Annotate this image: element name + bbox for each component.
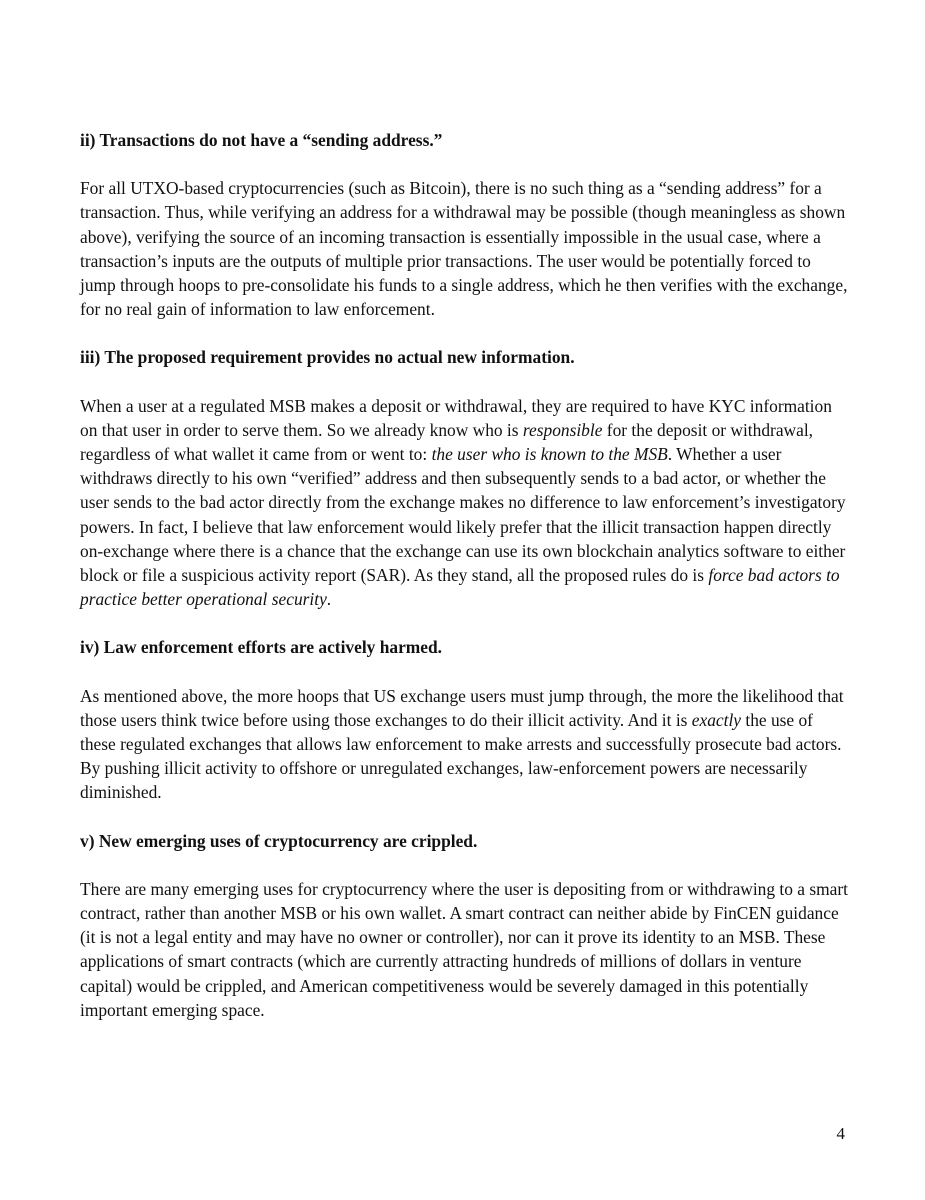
- paragraph-text: for the deposit or withdrawal, regardless of what wallet it came from or went to:: [80, 419, 814, 465]
- emphasis-text: force bad actors to practice better operational security: [80, 565, 840, 610]
- section-paragraph-no-new-information: [80, 394, 850, 612]
- section-heading-sending-address: ii) Transactions do not have a “sending address.”: [80, 130, 443, 150]
- emphasis-text: the user who is known to the MSB: [431, 444, 668, 465]
- section-heading-no-new-information: iii) The proposed requirement provides no actual new information.: [80, 347, 575, 368]
- emphasis-text: responsible: [522, 419, 603, 440]
- paragraph-text: . Whether a user withdraws directly to his own “verified” address and then subsequently sends to a bad actor, or whether the user sends to the bad actor directly from the exchange makes no difference to law enforcement’s investigatory powers. In fact, I believe that law enforcement would likely prefer that the illicit transaction happen directly on-exchange where there is a chance that the exchange can use its own blockchain analytics software to either block or file a suspicious activity report (SAR). As they stand, all the proposed rules do is: [80, 444, 846, 586]
- paragraph-text: For all UTXO-based cryptocurrencies (such as Bitcoin), there is no such thing as a “sending address” for a transaction. Thus, while verifying an address for a withdrawal may be possible (though meaningless as shown above), verifying the source of an incoming transaction is essentially impossible in the usual case, where a transaction’s inputs are the outputs of multiple prior transactions. The user would be potentially forced to jump through hoops to pre-consolidate his funds to a single address, which he then verifies with the exchange, for no real gain of information to law enforcement.: [80, 178, 848, 320]
- section-paragraph-law-enforcement: [80, 684, 850, 805]
- paragraph-text: the use of these regulated exchanges that allows law enforcement to make arrests and successfully prosecute bad actors. By pushing illicit activity to offshore or unregulated exchanges, law-enforcement powers are necessarily diminished.: [80, 709, 842, 803]
- paragraph-text: There are many emerging uses for cryptocurrency where the user is depositing from or withdrawing to a smart contract, rather than another MSB or his own wallet. A smart contract can neither abide by FinCEN guidance (it is not a legal entity and may have no owner or controller), nor can it prove its identity to an MSB. These applications of smart contracts (which are currently attracting hundreds of millions of dollars in venture capital) would be crippled, and American competitiveness would be severely damaged in this potentially important emerging space.: [80, 878, 848, 1020]
- emphasis-text: exactly: [691, 709, 742, 730]
- paragraph-text: .: [326, 589, 332, 610]
- section-paragraph-sending-address: [80, 176, 850, 321]
- paragraph-text: As mentioned above, the more hoops that US exchange users must jump through, the more the likelihood that those users think twice before using those exchanges to do their illicit activity. And it is: [80, 685, 844, 730]
- section-paragraph-emerging-uses: [80, 877, 850, 1022]
- section-heading-law-enforcement: iv) Law enforcement efforts are actively harmed.: [80, 637, 443, 658]
- paragraph-text: When a user at a regulated MSB makes a deposit or withdrawal, they are required to have KYC information on that user in order to serve them. So we already know who is: [80, 395, 832, 440]
- document-page: [80, 128, 850, 1046]
- page-number: 4: [836, 1124, 845, 1143]
- section-heading-emerging-uses: v) New emerging uses of cryptocurrency are crippled.: [80, 830, 478, 851]
